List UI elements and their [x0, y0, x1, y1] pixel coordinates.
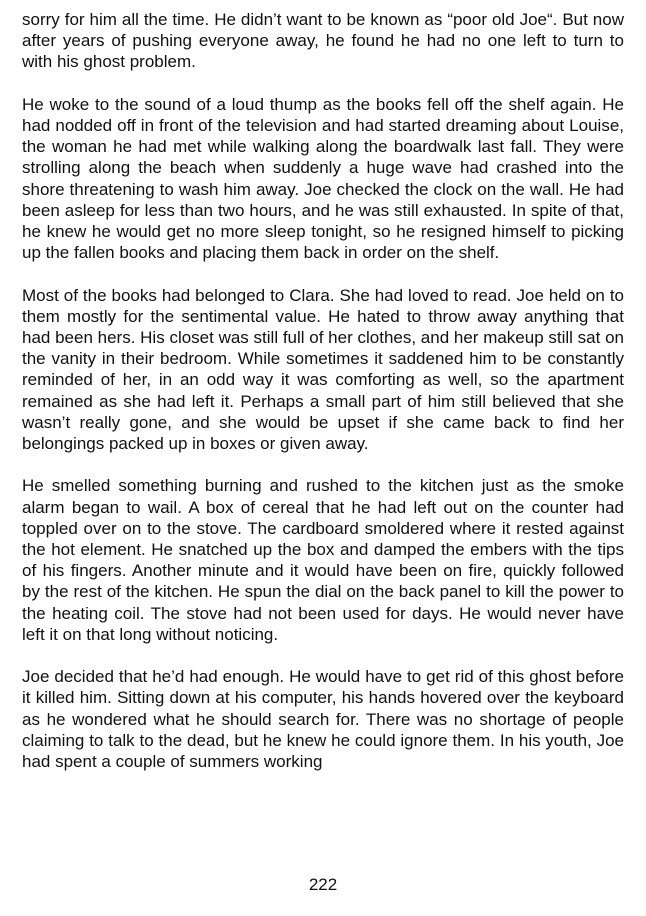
paragraph-4: He smelled something burning and rushed to the kitchen just as the smoke alarm began to wail. A box of cereal that he had left out on the counter had toppled over on to the stove. The cardboard smoldered where it rested against the hot element. He snatched up the box and damped the embers with the tips of his fingers. Another minute and it would have been on fire, quickly followed by the rest of the kitchen. He spun the dial on the back panel to kill the power to the heating coil. The stove had not been used for days. He would never have left it on that long without noticing. — [22, 476, 624, 644]
paragraph-1: sorry for him all the time. He didn’t want to be known as “poor old Joe“. But now after years of pushing everyone away, he found he had no one left to turn to with his ghost problem. — [22, 10, 624, 72]
paragraph-3: Most of the books had belonged to Clara. She had loved to read. Joe held on to them mostly for the sentimental value. He hated to throw away anything that had been hers. His closet was still full of her clothes, and her makeup still sat on the vanity in their bedroom. While sometimes it saddened him to be constantly reminded of her, in an odd way it was comforting as well, so the apartment remained as she had left it. Perhaps a small part of him still believed that she wasn’t really gone, and she would be upset if she came back to find her belongings packed up in boxes or given away. — [22, 285, 624, 454]
page-body — [22, 9, 624, 793]
page-number: 222 — [308, 875, 338, 894]
paragraph-2: He woke to the sound of a loud thump as the books fell off the shelf again. He had nodded off in front of the television and had started dreaming about Louise, the woman he had met while walking along the boardwalk last fall. They were strolling along the beach when suddenly a huge wave had crashed into the shore threatening to wash him away. Joe checked the clock on the wall. He had been asleep for less than two hours, and he was still exhausted. In spite of that, he knew he would get no more sleep tonight, so he resigned himself to picking up the fallen books and placing them back in order on the shelf. — [22, 94, 624, 263]
paragraph-5: Joe decided that he’d had enough. He would have to get rid of this ghost before it killed him. Sitting down at his computer, his hands hovered over the keyboard as he wondered what he should search for. There was no shortage of people claiming to talk to the dead, but he knew he could ignore them. In his youth, Joe had spent a couple of summers working — [22, 667, 624, 772]
